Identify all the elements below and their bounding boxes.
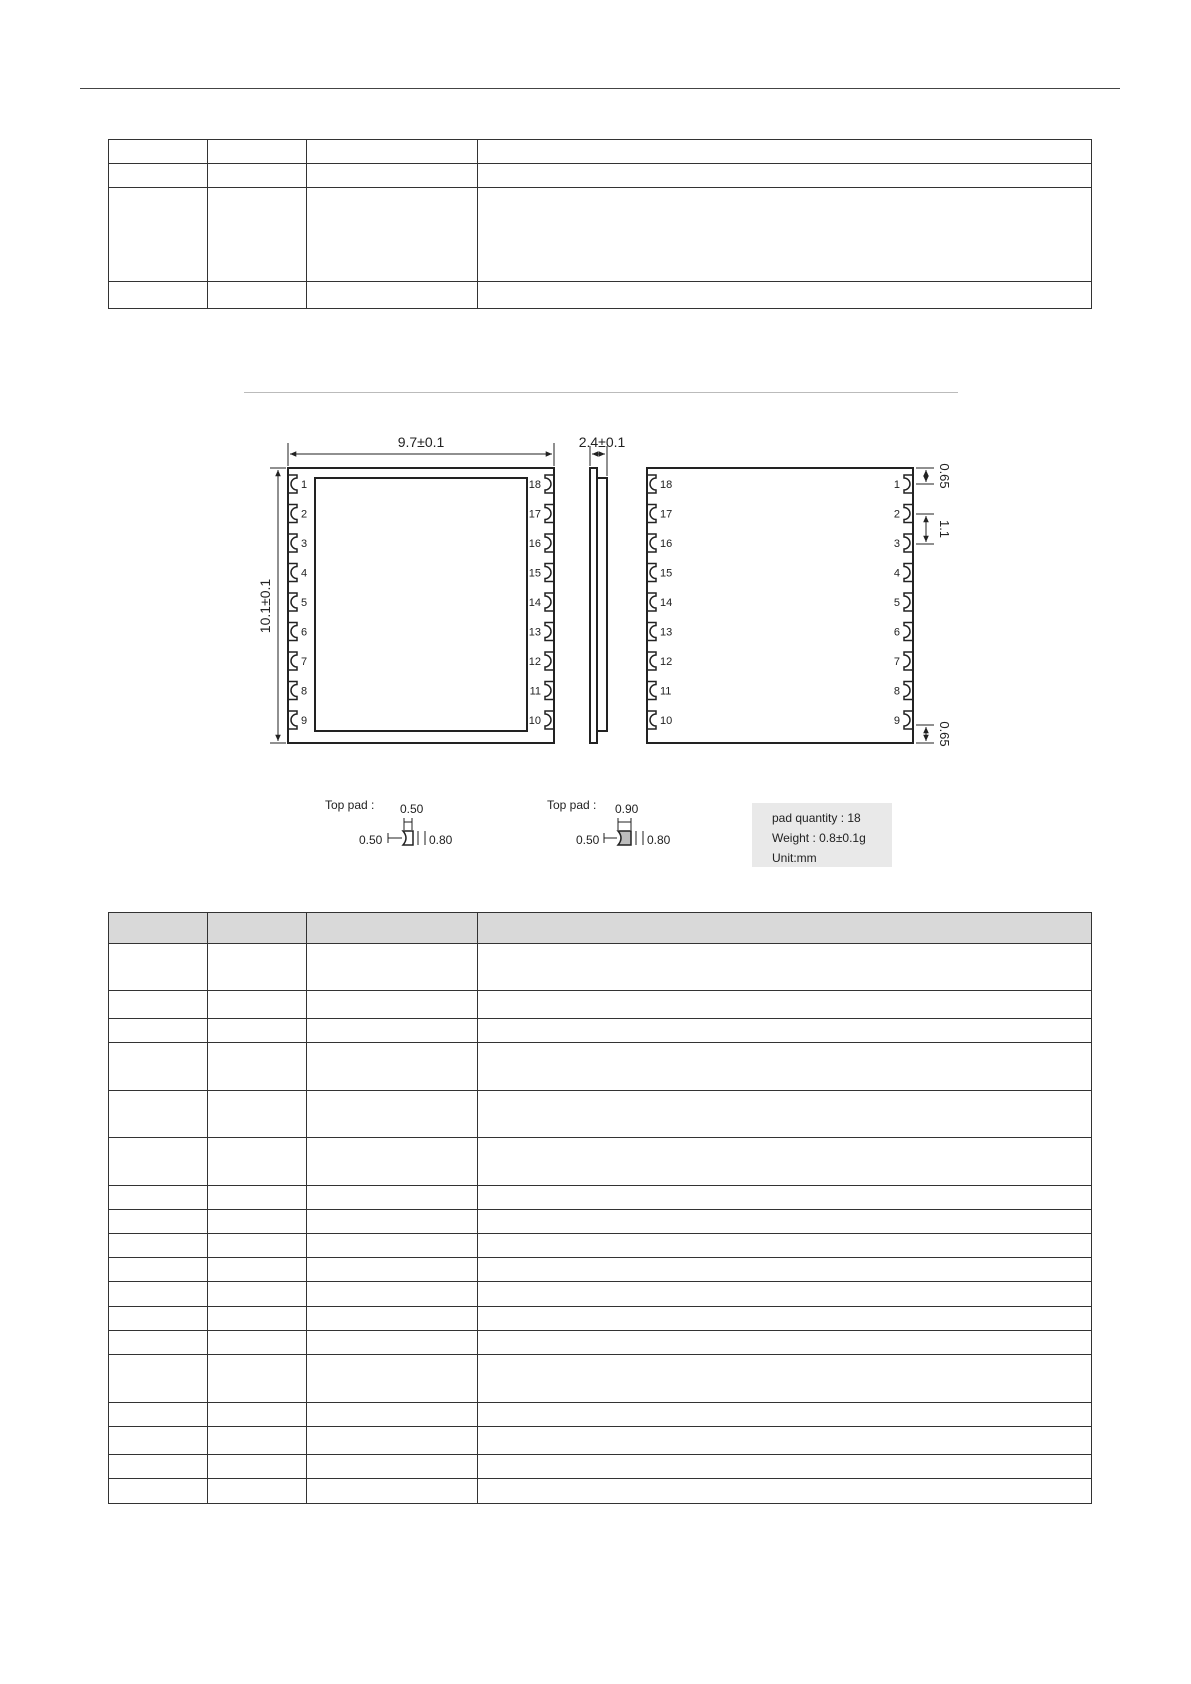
back-pads-right [904, 475, 913, 729]
back-pin-label-13: 13 [660, 626, 673, 639]
back-pin-label-6: 6 [893, 626, 900, 639]
pad-detail-1 [325, 798, 453, 847]
front-pin-label-11: 11 [529, 685, 541, 698]
back-pin-label-16: 16 [660, 538, 673, 550]
front-pad-13 [545, 623, 554, 641]
back-pad-16 [647, 534, 656, 552]
pad-quantity-text: pad quantity : 18 [772, 811, 861, 825]
width-dimension-label: 9.7±0.1 [397, 434, 445, 450]
back-pin-label-14: 14 [660, 597, 673, 609]
front-pad-8 [288, 682, 297, 700]
table-row [109, 1479, 1092, 1504]
back-pin-label-9: 9 [893, 715, 900, 727]
unit-text: Unit:mm [772, 851, 817, 865]
front-pin-labels-left [301, 479, 307, 727]
front-pin-label-5: 5 [301, 597, 308, 609]
back-pads-left [647, 475, 656, 729]
front-pads-left [288, 475, 297, 729]
table-row [109, 944, 1092, 991]
front-pad-2 [288, 505, 297, 523]
front-pin-labels-right [529, 479, 541, 727]
front-pin-label-17: 17 [528, 508, 541, 521]
back-pin-label-7: 7 [893, 656, 900, 668]
back-pin-label-11: 11 [660, 685, 672, 698]
back-pad-13 [647, 623, 656, 641]
back-pin-label-5: 5 [893, 597, 900, 609]
back-pad-17 [647, 505, 656, 523]
back-pad-5 [904, 593, 913, 611]
back-pin-label-15: 15 [660, 567, 673, 580]
front-pad-12 [545, 652, 554, 670]
back-pad-2 [904, 505, 913, 523]
back-pin-label-1: 1 [893, 479, 900, 491]
front-pin-label-3: 3 [301, 538, 308, 550]
pad-detail-2 [547, 798, 671, 847]
front-pad-5 [288, 593, 297, 611]
front-pad-6 [288, 623, 297, 641]
back-pad-1 [904, 475, 913, 493]
front-pads-right [545, 475, 554, 729]
back-pin-label-12: 12 [660, 656, 673, 668]
table-row [109, 1403, 1092, 1427]
table-row [109, 1455, 1092, 1479]
top-margin-label: 0.65 [937, 463, 952, 489]
back-view [647, 463, 952, 746]
front-pin-label-14: 14 [528, 597, 541, 609]
front-pin-label-7: 7 [301, 656, 308, 668]
front-module-outline [288, 468, 554, 743]
front-pin-label-6: 6 [301, 626, 308, 639]
front-pad-3 [288, 534, 297, 552]
pad-detail-2-right-dim: 0.80 [647, 833, 671, 847]
pin-definition-table [108, 912, 1092, 1504]
pad-detail-2-title: Top pad : [547, 798, 597, 812]
table-row [109, 1282, 1092, 1307]
back-pad-14 [647, 593, 656, 611]
back-pad-18 [647, 475, 656, 493]
side-view [579, 434, 626, 743]
table-row [109, 1019, 1092, 1043]
back-pad-4 [904, 564, 913, 582]
table-row [109, 1138, 1092, 1186]
back-pad-6 [904, 623, 913, 641]
table-header-row [109, 913, 1092, 944]
pad-detail-1-pad-shape [403, 831, 413, 845]
front-pad-7 [288, 652, 297, 670]
back-pin-labels-right [894, 479, 900, 727]
pitch-label: 1.1 [937, 519, 952, 539]
front-pad-15 [545, 564, 554, 582]
table-row [109, 1043, 1092, 1091]
table-row [109, 991, 1092, 1019]
back-pad-15 [647, 564, 656, 582]
back-pin-label-2: 2 [893, 508, 900, 521]
front-pin-label-2: 2 [301, 508, 308, 521]
table-row [109, 1427, 1092, 1455]
table-row [109, 1210, 1092, 1234]
front-shield-outline [315, 478, 527, 731]
front-pad-1 [288, 475, 297, 493]
front-pin-label-12: 12 [528, 656, 541, 668]
back-pin-label-8: 8 [893, 685, 900, 698]
front-view [257, 434, 554, 743]
pad-detail-2-top-width: 0.90 [615, 802, 639, 816]
table-row [109, 1234, 1092, 1258]
front-pad-4 [288, 564, 297, 582]
pad-detail-1-left-dim: 0.50 [359, 833, 383, 847]
back-pin-label-3: 3 [893, 538, 900, 550]
front-pin-label-1: 1 [301, 479, 308, 491]
side-pcb-outline [590, 468, 597, 743]
front-pad-14 [545, 593, 554, 611]
bottom-margin-label: 0.65 [937, 721, 952, 747]
back-pad-3 [904, 534, 913, 552]
back-module-outline [647, 468, 913, 743]
front-pad-16 [545, 534, 554, 552]
back-pin-label-17: 17 [660, 508, 673, 521]
back-pad-10 [647, 711, 656, 729]
back-pad-8 [904, 682, 913, 700]
height-dimension-label: 10.1±0.1 [257, 578, 273, 634]
back-pad-12 [647, 652, 656, 670]
table-row [109, 1258, 1092, 1282]
front-pin-label-18: 18 [528, 479, 541, 491]
back-pin-label-18: 18 [660, 479, 673, 491]
weight-text: Weight : 0.8±0.1g [772, 831, 866, 845]
table-row [109, 1307, 1092, 1331]
front-pin-label-8: 8 [301, 685, 308, 698]
thickness-dimension-label: 2.4±0.1 [578, 434, 626, 450]
pad-detail-1-right-dim: 0.80 [429, 833, 453, 847]
front-pad-18 [545, 475, 554, 493]
table-row [109, 1331, 1092, 1355]
pad-detail-2-pad-shape [618, 831, 631, 845]
front-pad-11 [545, 682, 554, 700]
back-pin-label-4: 4 [893, 567, 900, 580]
front-pad-9 [288, 711, 297, 729]
side-shield-outline [597, 478, 607, 731]
front-pin-label-15: 15 [528, 567, 541, 580]
table-row [109, 1355, 1092, 1403]
table-row [109, 1186, 1092, 1210]
front-pin-label-13: 13 [528, 626, 541, 639]
front-pin-label-10: 10 [528, 715, 541, 727]
back-pad-7 [904, 652, 913, 670]
pad-detail-1-top-width: 0.50 [400, 802, 424, 816]
back-pin-label-10: 10 [660, 715, 673, 727]
back-pad-11 [647, 682, 656, 700]
front-pin-label-16: 16 [528, 538, 541, 550]
front-pin-label-9: 9 [301, 715, 308, 727]
pad-detail-2-left-dim: 0.50 [576, 833, 600, 847]
table-row [109, 1091, 1092, 1138]
module-info-box [752, 803, 892, 867]
front-pin-label-4: 4 [301, 567, 308, 580]
pad-detail-1-title: Top pad : [325, 798, 375, 812]
front-pad-10 [545, 711, 554, 729]
front-pad-17 [545, 505, 554, 523]
back-pin-labels-left [660, 479, 672, 727]
back-pad-9 [904, 711, 913, 729]
